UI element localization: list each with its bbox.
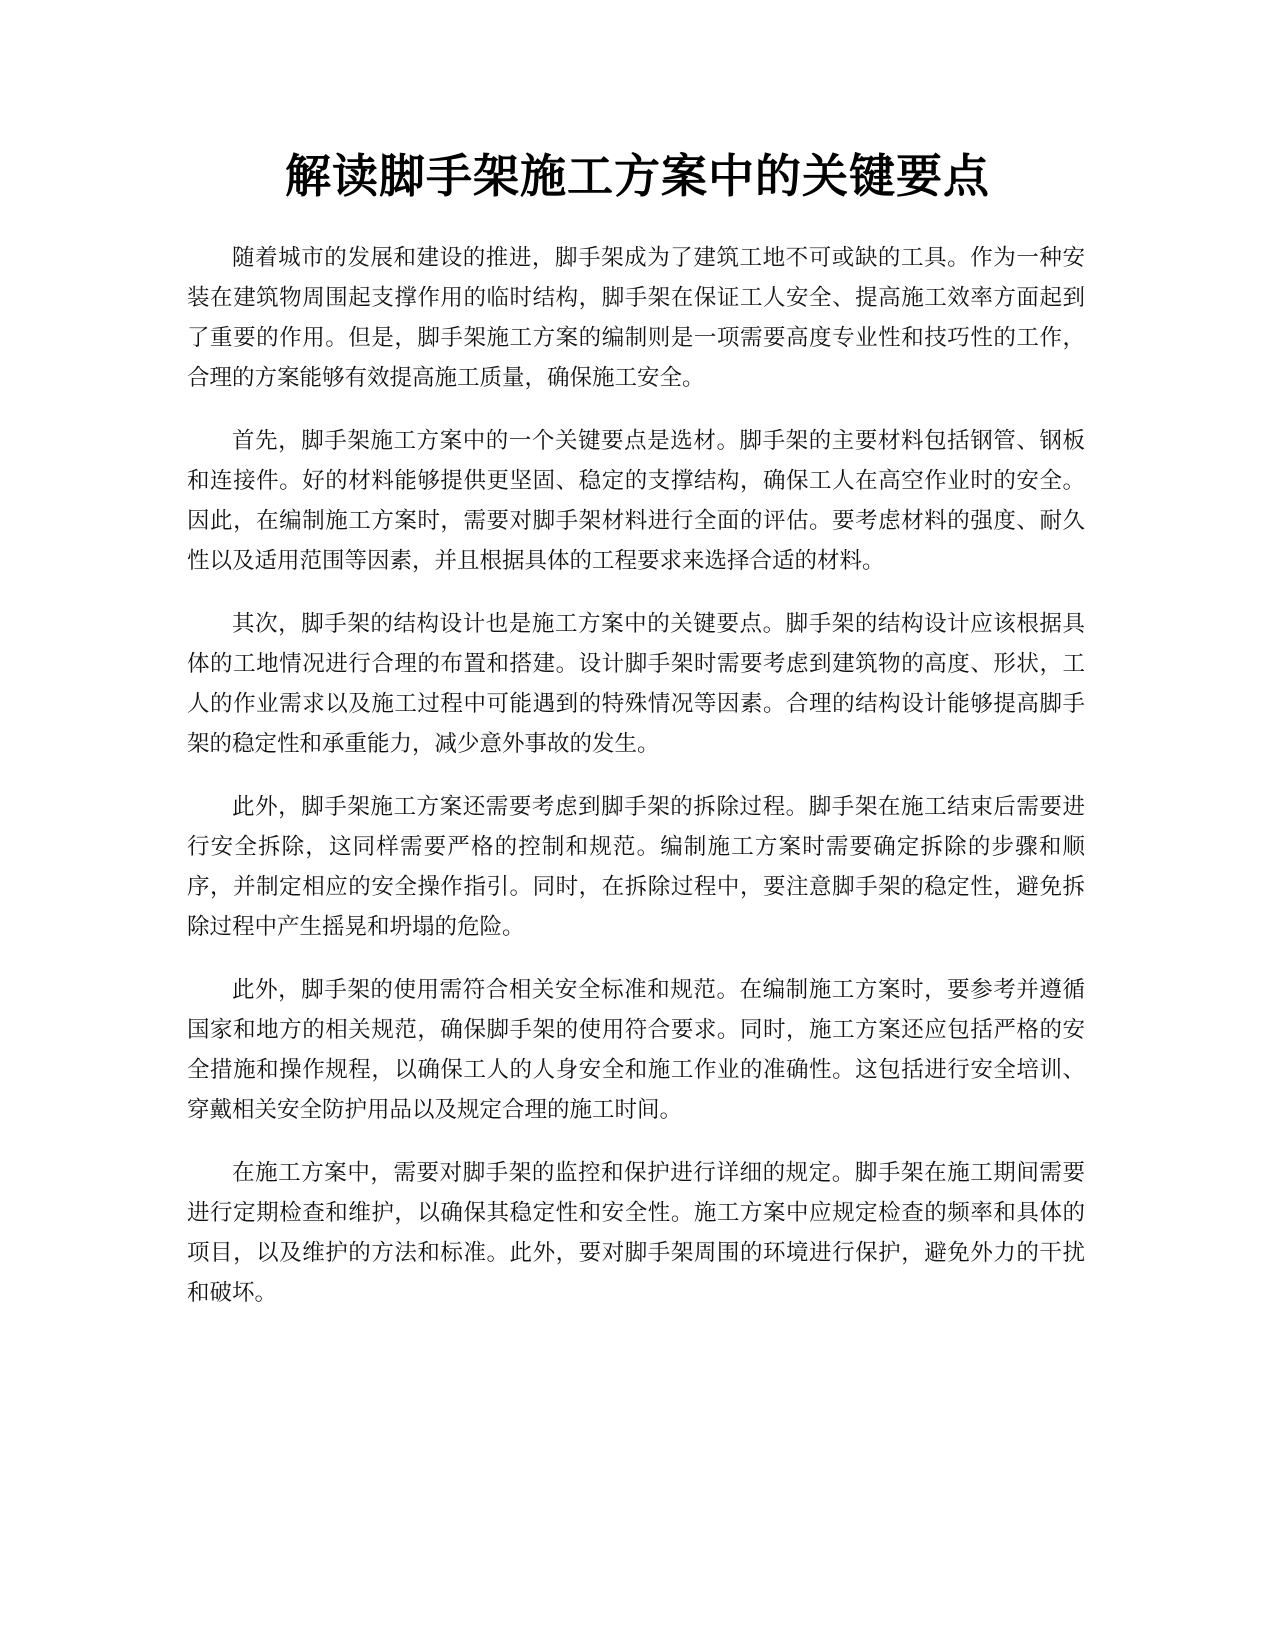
paragraph-dismantling: 此外，脚手架施工方案还需要考虑到脚手架的拆除过程。脚手架在施工结束后需要进行安全拆除，这同样需要严格的控制和规范。编制施工方案时需要确定拆除的步骤和顺序，并制定相应的安全操作指引。同时，在拆除过程中，要注意脚手架的稳定性，避免拆除过程中产生摇晃和坍塌的危险。 xyxy=(187,794,1085,940)
paragraph-material-selection: 首先，脚手架施工方案中的一个关键要点是选材。脚手架的主要材料包括钢管、钢板和连接件。好的材料能够提供更坚固、稳定的支撑结构，确保工人在高空作业时的安全。因此，在编制施工方案时，需要对脚手架材料进行全面的评估。要考虑材料的强度、耐久性以及适用范围等因素，并且根据具体的工程要求来选择合适的材料。 xyxy=(187,428,1085,574)
paragraph-structural-design: 其次，脚手架的结构设计也是施工方案中的关键要点。脚手架的结构设计应该根据具体的工地情况进行合理的布置和搭建。设计脚手架时需要考虑到建筑物的高度、形状，工人的作业需求以及施工过程中可能遇到的特殊情况等因素。合理的结构设计能够提高脚手架的稳定性和承重能力，减少意外事故的发生。 xyxy=(187,611,1085,757)
paragraph-monitoring-protection: 在施工方案中，需要对脚手架的监控和保护进行详细的规定。脚手架在施工期间需要进行定期检查和维护，以确保其稳定性和安全性。施工方案中应规定检查的频率和具体的项目，以及维护的方法和标准。此外，要对脚手架周围的环境进行保护，避免外力的干扰和破坏。 xyxy=(187,1160,1085,1306)
document-title: 解读脚手架施工方案中的关键要点 xyxy=(285,149,990,203)
paragraph-intro: 随着城市的发展和建设的推进，脚手架成为了建筑工地不可或缺的工具。作为一种安装在建筑物周围起支撑作用的临时结构，脚手架在保证工人安全、提高施工效率方面起到了重要的作用。但是，脚手架施工方案的编制则是一项需要高度专业性和技巧性的工作，合理的方案能够有效提高施工质量，确保施工安全。 xyxy=(187,245,1085,391)
document-body xyxy=(187,238,1085,1336)
paragraph-safety-standards: 此外，脚手架的使用需符合相关安全标准和规范。在编制施工方案时，要参考并遵循国家和地方的相关规范，确保脚手架的使用符合要求。同时，施工方案还应包括严格的安全措施和操作规程，以确保工人的人身安全和施工作业的准确性。这包括进行安全培训、穿戴相关安全防护用品以及规定合理的施工时间。 xyxy=(187,977,1085,1123)
